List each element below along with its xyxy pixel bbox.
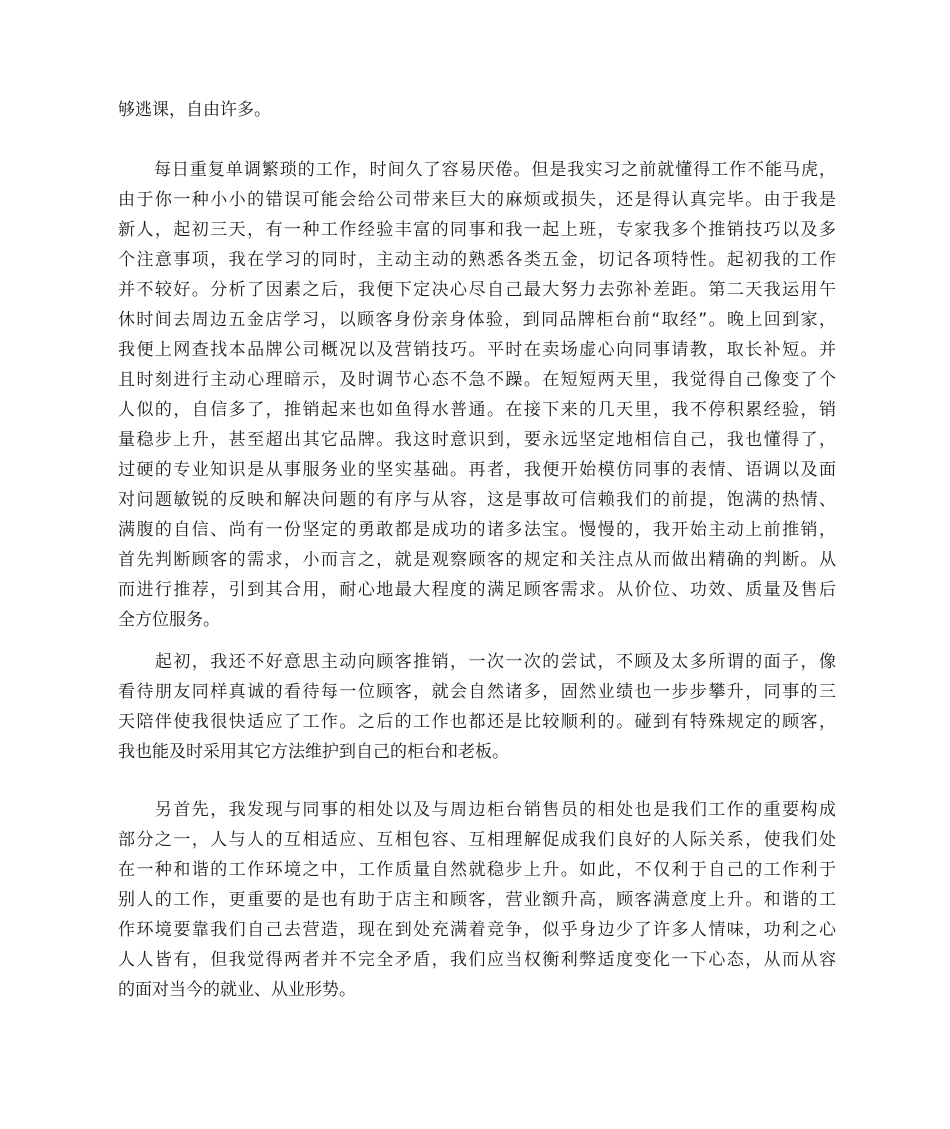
- text-line: 过硬的专业知识是从事服务业的坚实基础。再者，我便开始模仿同事的表情、语调以及面: [118, 460, 836, 480]
- paragraph-3: [118, 795, 836, 1005]
- text-line: 够逃课，自由许多。: [118, 100, 271, 120]
- text-line: 在一种和谐的工作环境之中，工作质量自然就稳步上升。如此，不仅利于自己的工作利于: [118, 860, 836, 880]
- text-line: 的面对当今的就业、从业形势。: [118, 980, 356, 1000]
- text-line: 而进行推荐，引到其合用，耐心地最大程度的满足顾客需求。从价位、功效、质量及售后: [118, 580, 836, 600]
- text-line: 看待朋友同样真诚的看待每一位顾客，就会自然诸多，固然业绩也一步步攀升，同事的三: [118, 682, 836, 702]
- text-line: 休时间去周边五金店学习，以顾客身份亲身体验，到同品牌柜台前“取经”。晚上回到家，: [118, 310, 836, 330]
- text-line: 对问题敏锐的反映和解决问题的有序与从容，这是事故可信赖我们的前提，饱满的热情、: [118, 490, 836, 510]
- text-line: 每日重复单调繁琐的工作，时间久了容易厌倦。但是我实习之前就懂得工作不能马虎，: [118, 160, 836, 180]
- text-line: 个注意事项，我在学习的同时，主动主动的熟悉各类五金，切记各项特性。起初我的工作: [118, 250, 836, 270]
- text-line: 我也能及时采用其它方法维护到自己的柜台和老板。: [118, 742, 509, 762]
- text-line: 满腹的自信、尚有一份坚定的勇敢都是成功的诸多法宝。慢慢的，我开始主动上前推销，: [118, 520, 836, 540]
- text-line: 且时刻进行主动心理暗示，及时调节心态不急不躁。在短短两天里，我觉得自己像变了个: [118, 370, 836, 390]
- text-line: 全方位服务。: [118, 610, 220, 630]
- text-line: 人似的，自信多了，推销起来也如鱼得水普通。在接下来的几天里，我不停积累经验，销: [118, 400, 836, 420]
- text-line: 起初，我还不好意思主动向顾客推销，一次一次的尝试，不顾及太多所谓的面子，像: [118, 652, 836, 672]
- text-line: 新人，起初三天，有一种工作经验丰富的同事和我一起上班，专家我多个推销技巧以及多: [118, 220, 836, 240]
- text-line: 量稳步上升，甚至超出其它品牌。我这时意识到，要永远坚定地相信自己，我也懂得了，: [118, 430, 836, 450]
- text-line: 由于你一种小小的错误可能会给公司带来巨大的麻烦或损失，还是得认真完毕。由于我是: [118, 190, 836, 210]
- paragraph-fragment: [118, 95, 836, 125]
- text-line: 别人的工作，更重要的是也有助于店主和顾客，营业额升高，顾客满意度上升。和谐的工: [118, 890, 836, 910]
- text-line: 并不较好。分析了因素之后，我便下定决心尽自己最大努力去弥补差距。第二天我运用午: [118, 280, 836, 300]
- text-line: 我便上网查找本品牌公司概况以及营销技巧。平时在卖场虚心向同事请教，取长补短。并: [118, 340, 836, 360]
- text-line: 作环境要靠我们自己去营造，现在到处充满着竞争，似乎身边少了许多人情味，功利之心: [118, 920, 836, 940]
- text-line: 首先判断顾客的需求，小而言之，就是观察顾客的规定和关注点从而做出精确的判断。从: [118, 550, 836, 570]
- text-line: 人人皆有，但我觉得两者并不完全矛盾，我们应当权衡利弊适度变化一下心态，从而从容: [118, 950, 836, 970]
- text-line: 天陪伴使我很快适应了工作。之后的工作也都还是比较顺利的。碰到有特殊规定的顾客，: [118, 712, 836, 732]
- text-line: 另首先，我发现与同事的相处以及与周边柜台销售员的相处也是我们工作的重要构成: [118, 800, 836, 820]
- text-line: 部分之一，人与人的互相适应、互相包容、互相理解促成我们良好的人际关系，使我们处: [118, 830, 836, 850]
- paragraph-2: [118, 647, 836, 767]
- paragraph-1: [118, 155, 836, 635]
